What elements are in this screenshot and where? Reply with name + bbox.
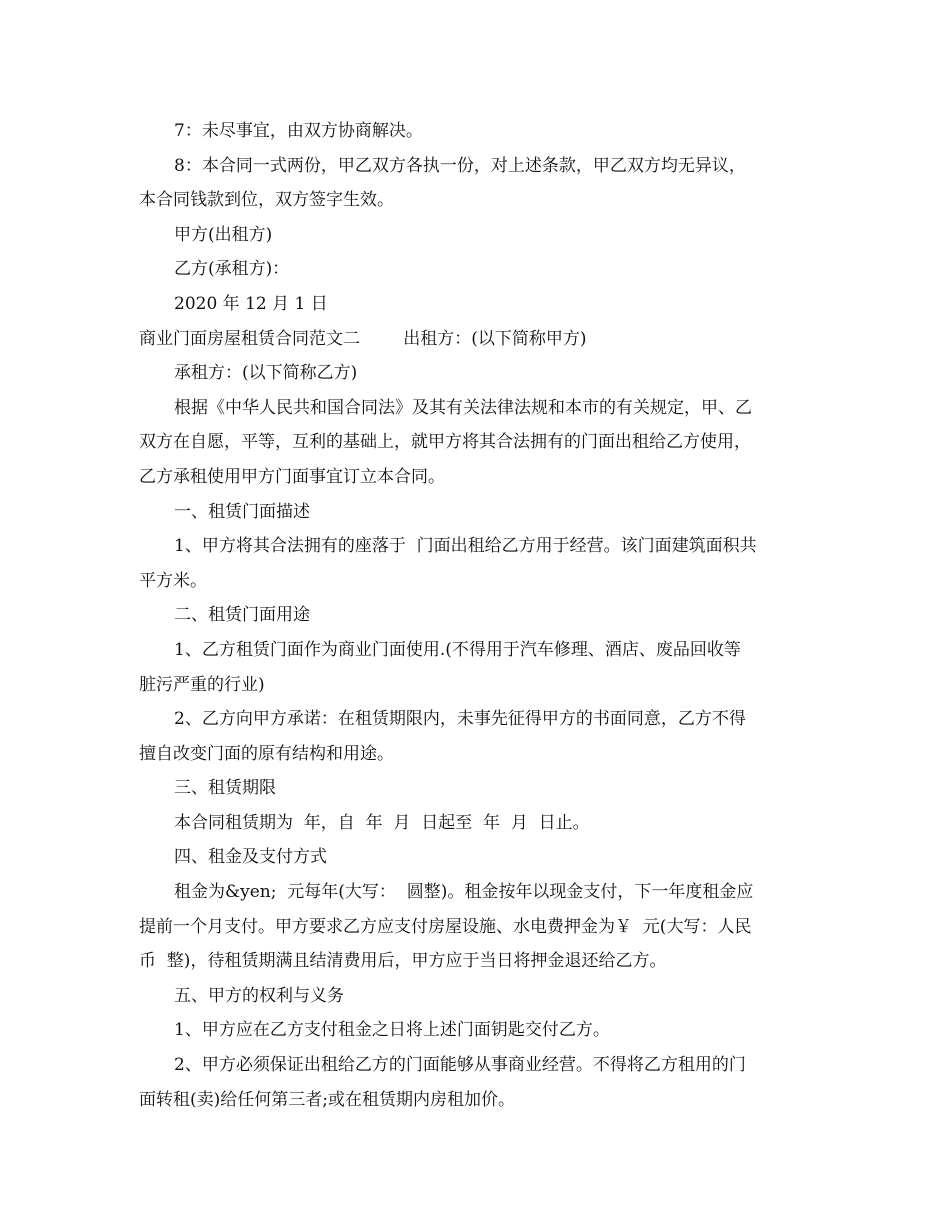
text-line: 1、甲方应在乙方支付租金之日将上述门面钥匙交付乙方。 [174, 1020, 610, 1041]
text-line: 双方在自愿，平等，互利的基础上，就甲方将其合法拥有的门面出租给乙方使用， [139, 432, 751, 453]
text-line: 本合同租赁期为 年，自 年 月 日起至 年 月 日止。 [174, 812, 590, 833]
text-line: 币 整)，待租赁期满且结清费用后，甲方应于当日将押金退还给乙方。 [139, 951, 667, 972]
text-line: 1、乙方租赁门面作为商业门面使用.(不得用于汽车修理、酒店、废品回收等 [174, 639, 741, 660]
text-line: 面转租(卖)给任何第三者;或在租赁期内房租加价。 [139, 1089, 515, 1110]
text-line: 8：本合同一式两份，甲乙双方各执一份，对上述条款，甲乙双方均无异议， [174, 155, 746, 176]
text-line: 1、甲方将其合法拥有的座落于 门面出租给乙方用于经营。该门面建筑面积共 [174, 536, 757, 557]
text-line: 五、甲方的权利与义务 [174, 985, 344, 1006]
text-line: 2020 年 12 月 1 日 [174, 293, 328, 314]
text-line: 四、租金及支付方式 [174, 847, 327, 868]
text-line: 2、乙方向甲方承诺：在租赁期限内，未事先征得甲方的书面同意，乙方不得 [174, 709, 746, 730]
text-line: 本合同钱款到位，双方签字生效。 [139, 190, 394, 211]
document-body [139, 114, 815, 1117]
text-line: 7：未尽事宜，由双方协商解决。 [174, 121, 423, 141]
text-line: 擅自改变门面的原有结构和用途。 [139, 743, 394, 764]
text-line: 平方米。 [139, 570, 207, 591]
text-line: 租金为&yen; 元每年(大写： 圆整)。租金按年以现金支付，下一年度租金应 [174, 882, 754, 903]
text-line: 三、租赁期限 [174, 778, 276, 799]
text-line: 甲方(出租方) [174, 224, 273, 245]
text-line: 脏污严重的行业) [139, 674, 265, 695]
text-line: 一、租赁门面描述 [174, 501, 310, 522]
text-line: 二、租赁门面用途 [174, 605, 310, 626]
text-line: 乙方承租使用甲方门面事宜订立本合同。 [139, 466, 445, 487]
text-line: 提前一个月支付。甲方要求乙方应支付房屋设施、水电费押金为￥ 元(大写：人民 [139, 916, 752, 937]
text-line: 根据《中华人民共和国合同法》及其有关法律法规和本市的有关规定，甲、乙 [174, 397, 752, 418]
text-line: 2、甲方必须保证出租给乙方的门面能够从事商业经营。不得将乙方租用的门 [174, 1055, 746, 1076]
text-line: 乙方(承租方)： [174, 259, 290, 280]
text-line: 承租方：(以下简称乙方) [174, 363, 358, 384]
text-line: 商业门面房屋租赁合同范文二 出租方：(以下简称甲方) [139, 328, 587, 349]
